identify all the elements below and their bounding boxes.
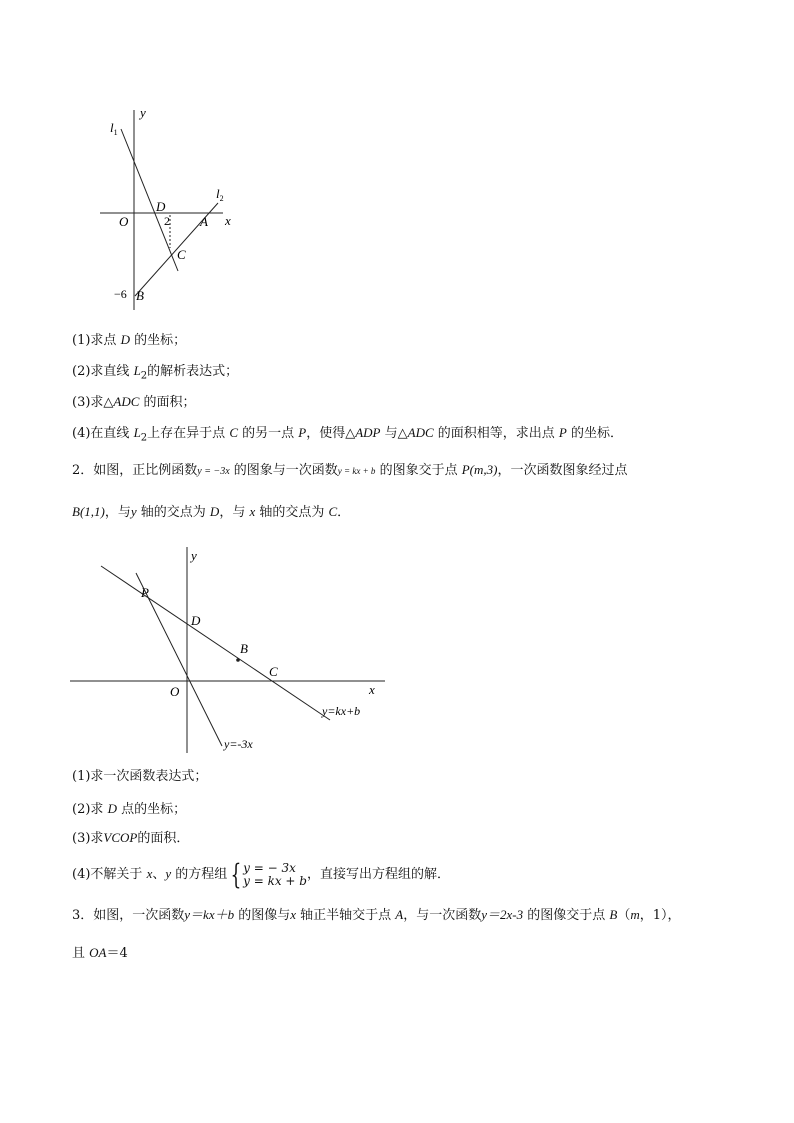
p3-stem-line-1: 3．如图，一次函数y＝kx＋b 的图像与x 轴正半轴交于点 A，与一次函数y＝2x-3 的图像交于点 B（m，1）， xyxy=(72,907,681,923)
figure-2 xyxy=(70,545,390,757)
fig2-line-kx-label: y=kx+b xyxy=(322,704,361,718)
fig1-point-d-label: D xyxy=(156,199,166,214)
fig1-x-label: x xyxy=(225,213,231,228)
fig1-point-b-label: B xyxy=(136,288,144,303)
p1-question-2: (2)求直线 $L_2$的解析表达式； xyxy=(72,363,239,382)
fig2-x-label: x xyxy=(369,682,375,697)
p2-stem-line-1: 2．如图，正比例函数y = −3x 的图象与一次函数y = kx + b 的图象交于点 P(m,3)，一次函数图象经过点 xyxy=(72,462,628,478)
figure-1 xyxy=(100,100,250,310)
p2-stem-line-2: B(1,1)，与y 轴的交点为 D，与 x 轴的交点为 C． xyxy=(72,504,351,520)
fig1-point-c-label: C xyxy=(177,247,186,262)
system-brace: { xyxy=(230,857,242,891)
fig2-point-d-label: D xyxy=(191,613,201,628)
equation-system: y = − 3x y = kx + b xyxy=(243,860,307,888)
p2-question-2: (2)求 D 点的坐标； xyxy=(72,801,187,817)
fig2-y-label: y xyxy=(191,548,197,563)
fig1-origin-label: O xyxy=(119,214,129,229)
p3-stem-line-2: 且 OA＝4 xyxy=(72,945,128,961)
fig1-l1-label: $l_1$ xyxy=(110,120,118,137)
fig2-line-neg3x-label: y=-3x xyxy=(224,737,253,751)
p1-question-1: (1)求点 D 的坐标； xyxy=(72,332,187,348)
fig1-y-label: y xyxy=(140,105,146,120)
fig2-point-b-dot xyxy=(236,658,240,662)
fig2-origin-label: O xyxy=(170,684,180,699)
fig1-tick-neg6-label: −6 xyxy=(114,287,127,301)
p2-question-1: (1)求一次函数表达式； xyxy=(72,769,208,784)
p2-question-4: (4)不解关于 x、y 的方程组 { y = − 3x y = kx + b ，直接写出方程组的解． xyxy=(72,857,450,891)
p2-question-3: (3)求VCOP的面积． xyxy=(72,830,190,846)
fig2-line-kx-b xyxy=(101,566,330,720)
fig2-point-c-label: C xyxy=(269,664,278,679)
p1-question-4: (4)在直线 $L_2$上存在异于点 C 的另一点 P，使得△ADP 与△ADC 的面积相等，求出点 P 的坐标． xyxy=(72,425,623,444)
fig1-l2-label: $l_2$ xyxy=(216,186,224,203)
p1-question-3: (3)求△ADC 的面积； xyxy=(72,394,196,410)
fig1-point-a-label: A xyxy=(200,214,208,229)
fig2-point-b-label: B xyxy=(240,641,248,656)
fig1-tick-2-label: 2 xyxy=(164,214,170,228)
fig2-point-p-label: P xyxy=(141,585,149,600)
fig1-line-l1 xyxy=(121,129,178,271)
